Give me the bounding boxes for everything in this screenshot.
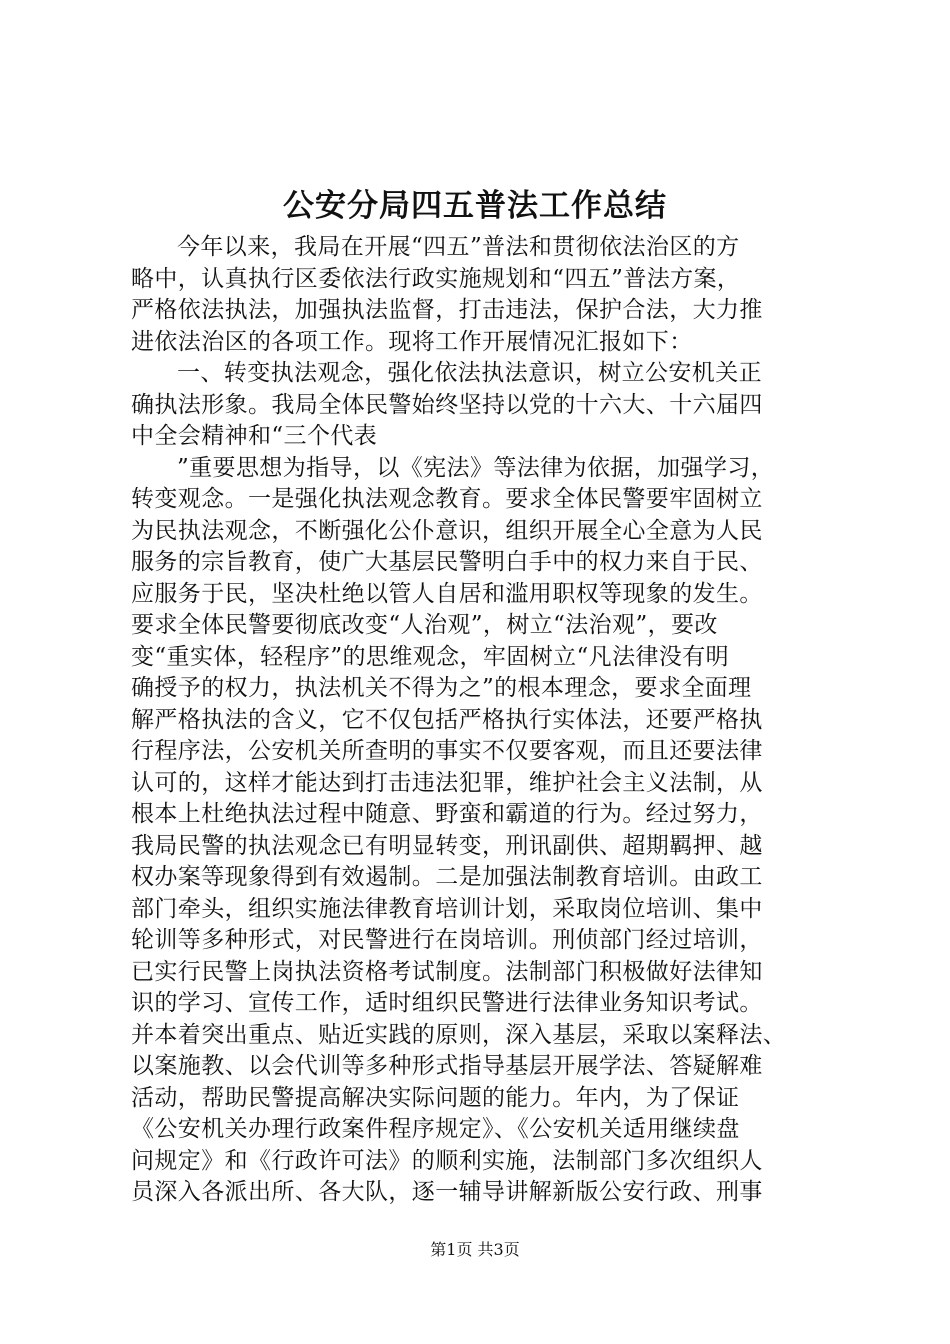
text-line: 确授予的权力，执法机关不得为之”的根本理念，要求全面理: [131, 675, 752, 701]
text-line: 识的学习、宣传工作，适时组织民警进行法律业务知识考试。: [131, 990, 763, 1016]
text-line: 确执法形象。我局全体民警始终坚持以党的十六大、十六届四: [131, 391, 763, 418]
text-line: 并本着突出重点、贴近实践的原则，深入基层，采取以案释法、: [131, 1021, 787, 1048]
text-line: 权办案等现象得到有效遏制。二是加强法制教育培训。由政工: [131, 864, 763, 890]
text-line: 认可的，这样才能达到打击违法犯罪，维护社会主义法制，从: [131, 769, 763, 796]
text-line: 问规定》和《行政许可法》的顺利实施，法制部门多次组织人: [131, 1147, 763, 1174]
text-line: 行程序法，公安机关所查明的事实不仅要客观，而且还要法律: [131, 738, 763, 764]
text-line: 解严格执法的含义，它不仅包括严格执行实体法，还要严格执: [131, 706, 763, 733]
page-footer: 第1页 共3页: [430, 1240, 520, 1259]
document-title: 公安分局四五普法工作总结: [283, 188, 667, 224]
text-line: ”重要思想为指导，以《宪法》等法律为依据，加强学习，: [177, 454, 775, 481]
text-line: 部门牵头，组织实施法律教育培训计划，采取岗位培训、集中: [131, 895, 763, 922]
text-line: 中全会精神和“三个代表: [131, 423, 378, 449]
text-line: 轮训等多种形式，对民警进行在岗培训。刑侦部门经过培训，: [131, 927, 763, 953]
text-line: 一、转变执法观念，强化依法执法意识，树立公安机关正: [177, 360, 762, 386]
text-line: 严格依法执法，加强执法监督，打击违法，保护合法，大力推: [131, 297, 763, 323]
text-line: 进依法治区的各项工作。现将工作开展情况汇报如下：: [131, 328, 693, 355]
text-line: 以案施教、以会代训等多种形式指导基层开展学法、答疑解难: [131, 1053, 763, 1079]
text-line: 今年以来，我局在开展“四五”普法和贯彻依法治区的方: [177, 234, 740, 260]
text-line: 应服务于民，坚决杜绝以管人自居和滥用职权等现象的发生。: [131, 580, 763, 607]
text-line: 变“重实体，轻程序”的思维观念，牢固树立“凡法律没有明: [131, 643, 730, 670]
text-line: 已实行民警上岗执法资格考试制度。法制部门积极做好法律知: [131, 958, 763, 985]
text-line: 为民执法观念，不断强化公仆意识，组织开展全心全意为人民: [131, 517, 763, 544]
text-line: 活动，帮助民警提高解决实际问题的能力。年内，为了保证: [131, 1084, 740, 1111]
text-line: 《公安机关办理行政案件程序规定》、《公安机关适用继续盘: [131, 1116, 740, 1142]
document-body: [131, 232, 831, 1209]
text-line: 员深入各派出所、各大队，逐一辅导讲解新版公安行政、刑事: [131, 1179, 763, 1205]
text-line: 要求全体民警要彻底改变“人治观”，树立“法治观”，要改: [131, 612, 718, 638]
text-line: 我局民警的执法观念已有明显转变，刑讯副供、超期羁押、越: [131, 832, 763, 859]
text-line: 略中，认真执行区委依法行政实施规划和“四五”普法方案，: [131, 265, 741, 292]
text-line: 转变观念。一是强化执法观念教育。要求全体民警要牢固树立: [131, 486, 763, 512]
text-line: 根本上杜绝执法过程中随意、野蛮和霸道的行为。经过努力，: [131, 801, 763, 827]
text-line: 服务的宗旨教育，使广大基层民警明白手中的权力来自于民、: [131, 549, 763, 575]
